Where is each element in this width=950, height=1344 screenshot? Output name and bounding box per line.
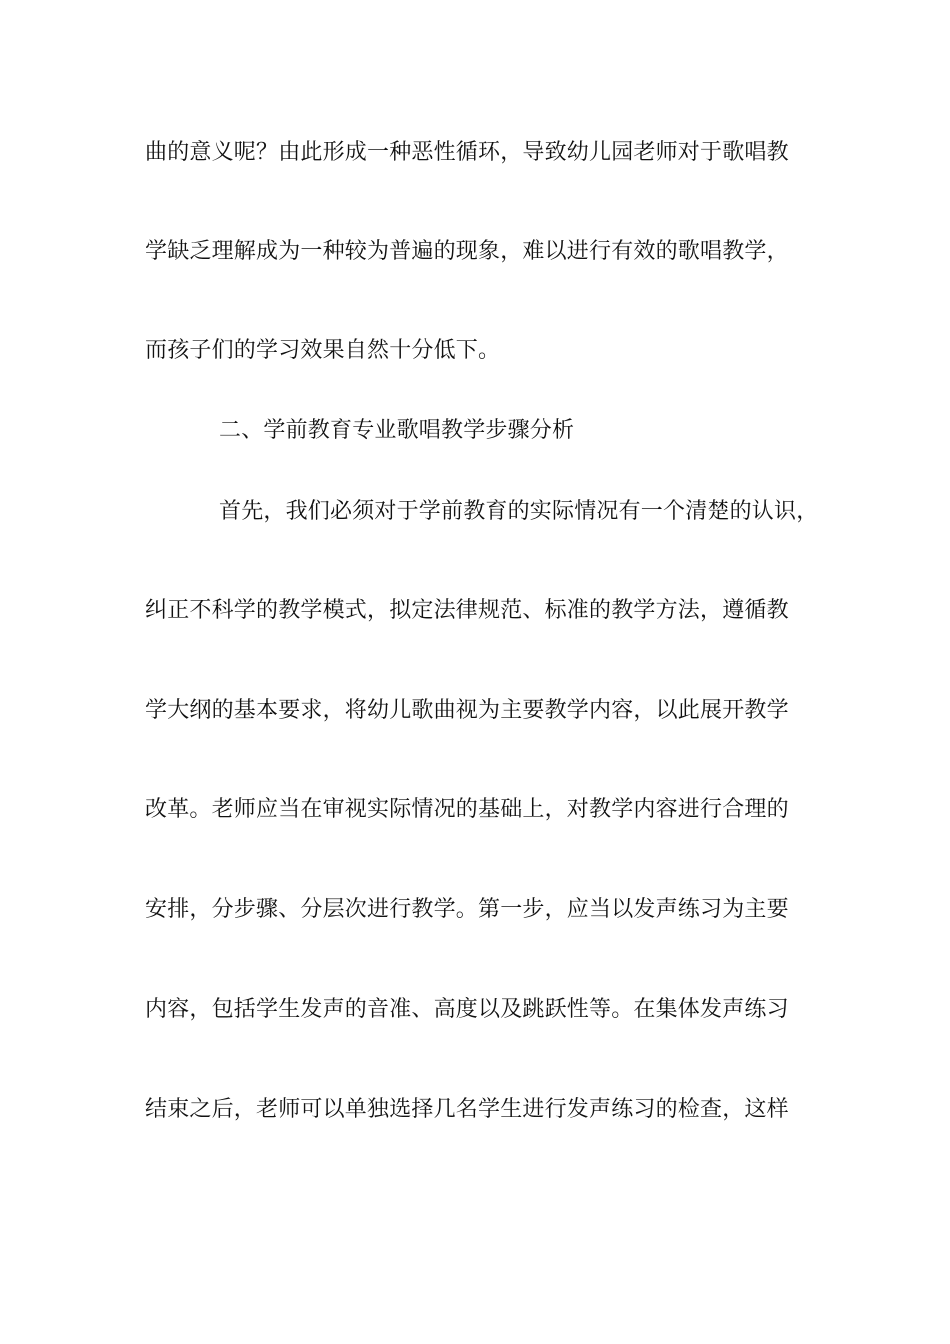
paragraph-line: 而孩子们的学习效果自然十分低下。: [145, 338, 501, 363]
paragraph-line: 曲的意义呢？由此形成一种恶性循环，导致幼儿园老师对于歌唱教: [145, 140, 789, 165]
paragraph-line: 学大纲的基本要求，将幼儿歌曲视为主要教学内容，以此展开教学: [145, 698, 789, 723]
paragraph-line: 安排，分步骤、分层次进行教学。第一步，应当以发声练习为主要: [145, 897, 789, 922]
paragraph-line: 学缺乏理解成为一种较为普遍的现象，难以进行有效的歌唱教学，: [145, 239, 789, 264]
paragraph-line: 内容，包括学生发声的音准、高度以及跳跃性等。在集体发声练习: [145, 997, 789, 1022]
paragraph-line: 改革。老师应当在审视实际情况的基础上，对教学内容进行合理的: [145, 797, 789, 822]
paragraph-line: 结束之后，老师可以单独选择几名学生进行发声练习的检查，这样: [145, 1097, 789, 1122]
section-heading: 二、学前教育专业歌唱教学步骤分析: [219, 418, 575, 443]
paragraph-line: 纠正不科学的教学模式，拟定法律规范、标准的教学方法，遵循教: [145, 598, 789, 623]
paragraph-line: 首先，我们必须对于学前教育的实际情况有一个清楚的认识，: [219, 499, 819, 524]
